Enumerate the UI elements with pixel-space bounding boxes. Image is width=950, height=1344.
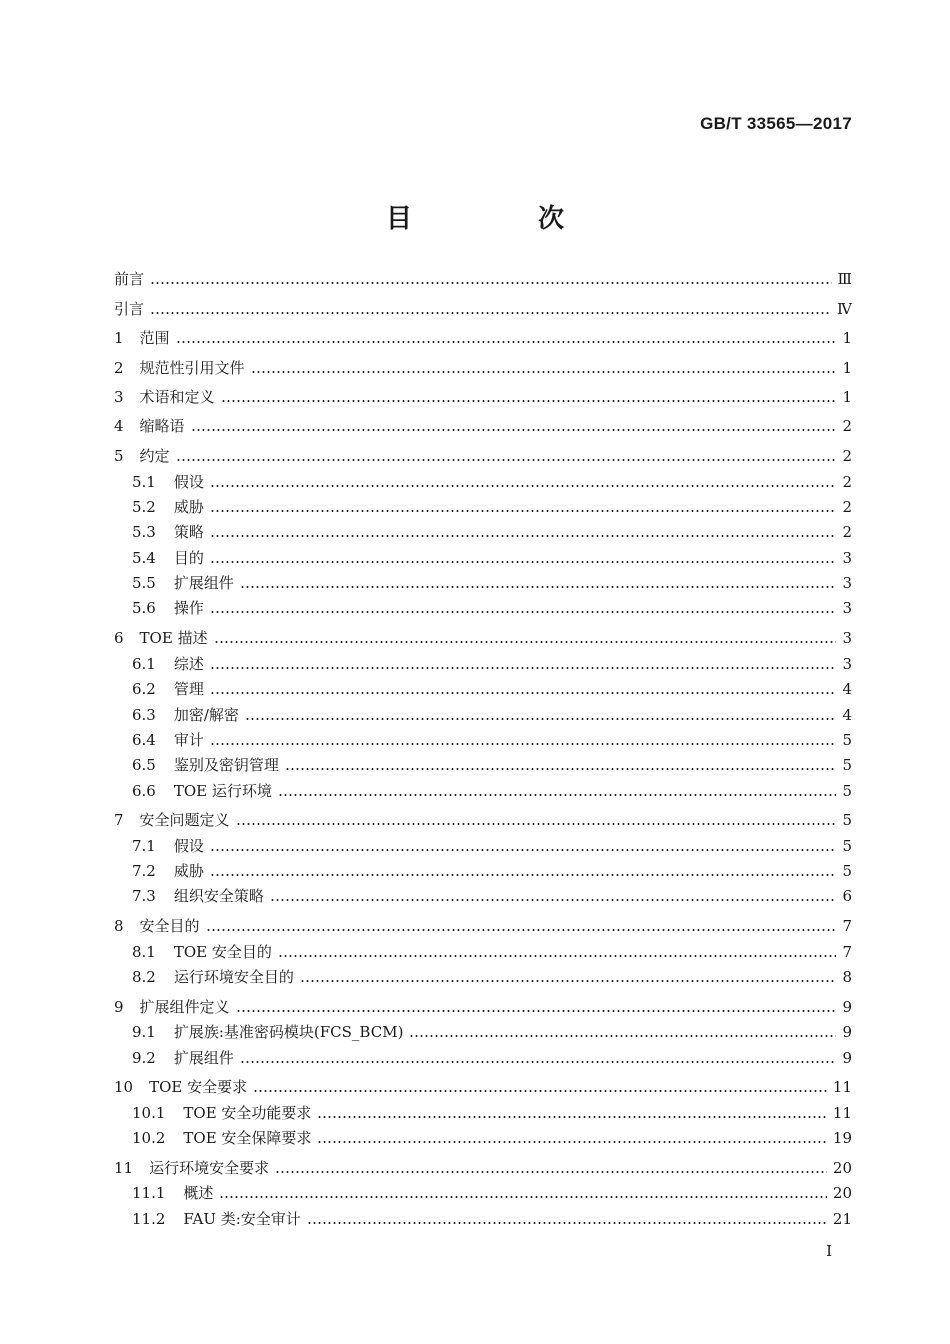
toc-entry[interactable] [114, 470, 852, 494]
dot-leader [245, 718, 836, 720]
dot-leader [278, 794, 836, 796]
toc-entry[interactable] [114, 940, 852, 964]
dot-leader [210, 611, 836, 613]
toc-entry[interactable] [114, 808, 852, 832]
toc-entry-page: 3 [842, 549, 852, 567]
toc-entry[interactable] [114, 859, 852, 883]
dot-leader [317, 1141, 826, 1143]
toc-entry-number: 7.3 [132, 887, 156, 905]
toc-entry-number: 10.2 [132, 1129, 166, 1147]
toc-entry-page: Ⅳ [837, 300, 852, 318]
toc-entry[interactable] [114, 385, 852, 409]
toc-entry[interactable] [114, 652, 852, 676]
toc-entry-page: 2 [842, 417, 852, 435]
toc-entry[interactable] [114, 1075, 852, 1099]
toc-entry-title: 鉴别及密钥管理 [173, 756, 279, 774]
toc-entry-page: 3 [842, 655, 852, 673]
toc-entry[interactable] [114, 914, 852, 938]
toc-entry-title: 前言 [114, 270, 145, 288]
toc-entry-page: 2 [842, 523, 852, 541]
dot-leader [236, 1010, 836, 1012]
toc-entry[interactable] [114, 626, 852, 650]
toc-entry-page: 11 [832, 1078, 852, 1096]
toc-entry-number: 7 [114, 811, 124, 829]
toc-entry[interactable] [114, 1126, 852, 1150]
toc-entry[interactable] [114, 1156, 852, 1180]
dot-leader [150, 312, 831, 314]
toc-entry-page: 2 [842, 473, 852, 491]
toc-entry-number: 1 [114, 329, 124, 347]
toc-entry-number: 6.1 [132, 655, 156, 673]
toc-entry-title: 假设 [173, 473, 204, 491]
toc-entry-title: 威胁 [173, 498, 204, 516]
dot-leader [150, 282, 832, 284]
dot-leader [275, 1171, 827, 1173]
dot-leader [317, 1116, 826, 1118]
toc-entry-number: 11.1 [132, 1184, 166, 1202]
dot-leader [240, 586, 836, 588]
dot-leader [307, 1222, 827, 1224]
toc-entry-page: Ⅲ [837, 270, 852, 288]
toc-entry-number: 5.2 [132, 498, 156, 516]
toc-entry-page: 7 [842, 943, 852, 961]
dot-leader [221, 400, 836, 402]
toc-entry-number: 11.2 [132, 1210, 166, 1228]
toc-entry-number: 6.3 [132, 706, 156, 724]
toc-entry-page: 3 [842, 629, 852, 647]
dot-leader [210, 849, 836, 851]
toc-entry-number: 7.1 [132, 837, 156, 855]
toc-entry[interactable] [114, 779, 852, 803]
toc-entry-number: 10.1 [132, 1104, 166, 1122]
toc-entry-number: 8 [114, 917, 124, 935]
toc-entry-title: 加密/解密 [173, 706, 239, 724]
toc-entry-title: TOE 运行环境 [173, 782, 272, 800]
toc-entry[interactable] [114, 444, 852, 468]
toc-entry-number: 8.1 [132, 943, 156, 961]
toc-entry-title: 扩展组件 [173, 1049, 234, 1067]
toc-entry-page: 4 [842, 680, 852, 698]
dot-leader [236, 823, 836, 825]
toc-entry-number: 9.1 [132, 1023, 156, 1041]
toc-entry-title: 运行环境安全目的 [173, 968, 294, 986]
toc-entry-page: 8 [842, 968, 852, 986]
toc-entry-number: 4 [114, 417, 124, 435]
toc-entry-title: 策略 [173, 523, 204, 541]
toc-entry-title: 概述 [183, 1184, 214, 1202]
toc-entry[interactable] [114, 677, 852, 701]
dot-leader [409, 1035, 836, 1037]
toc-entry-number: 6.6 [132, 782, 156, 800]
toc-entry-title: 扩展族:基准密码模块(FCS_BCM) [173, 1023, 404, 1041]
toc-entry-page: 5 [842, 837, 852, 855]
toc-entry-number: 5.4 [132, 549, 156, 567]
dot-leader [210, 692, 836, 694]
toc-entry-title: 操作 [173, 599, 204, 617]
dot-leader [210, 874, 836, 876]
toc-entry-page: 5 [842, 756, 852, 774]
toc-entry-number: 5.6 [132, 599, 156, 617]
toc-entry-page: 19 [832, 1129, 852, 1147]
toc-entry-number: 5.3 [132, 523, 156, 541]
toc-entry[interactable] [114, 326, 852, 350]
toc-entry-title: 术语和定义 [139, 388, 215, 406]
dot-leader [240, 1061, 836, 1063]
toc-entry[interactable] [114, 884, 852, 908]
dot-leader [210, 561, 836, 563]
dot-leader [251, 371, 836, 373]
toc-entry-title: 扩展组件定义 [139, 998, 230, 1016]
toc-entry-page: 5 [842, 862, 852, 880]
toc-entry[interactable] [114, 703, 852, 727]
toc-entry-number: 11 [114, 1159, 134, 1177]
toc-entry-title: 安全目的 [139, 917, 200, 935]
toc-entry-page: 9 [842, 1049, 852, 1067]
toc-entry-title: 范围 [139, 329, 170, 347]
standard-code: GB/T 33565—2017 [700, 114, 852, 133]
toc-entry-page: 2 [842, 498, 852, 516]
toc-entry[interactable] [114, 1101, 852, 1125]
toc-entry-title: 审计 [173, 731, 204, 749]
toc-entry-title: 威胁 [173, 862, 204, 880]
toc-entry-number: 2 [114, 359, 124, 377]
toc-entry[interactable] [114, 356, 852, 380]
dot-leader [210, 535, 836, 537]
dot-leader [176, 341, 836, 343]
dot-leader [210, 485, 836, 487]
toc-entry-title: 规范性引用文件 [139, 359, 245, 377]
toc-entry-number: 6 [114, 629, 124, 647]
dot-leader [206, 929, 836, 931]
toc-entry[interactable] [114, 297, 852, 321]
toc-entry-title: 约定 [139, 447, 170, 465]
toc-entry-page: 20 [832, 1184, 852, 1202]
dot-leader [214, 641, 836, 643]
toc-entry-title: 安全问题定义 [139, 811, 230, 829]
dot-leader [253, 1090, 827, 1092]
toc-entry-number: 3 [114, 388, 124, 406]
toc-entry-page: 4 [842, 706, 852, 724]
toc-entry-title: 组织安全策略 [173, 887, 264, 905]
toc-entry-title: TOE 描述 [139, 629, 208, 647]
dot-leader [285, 768, 836, 770]
toc-entry-number: 5 [114, 447, 124, 465]
toc-entry-page: 9 [842, 1023, 852, 1041]
toc-entry-title: TOE 安全要求 [149, 1078, 248, 1096]
toc-entry-number: 10 [114, 1078, 134, 1096]
dot-leader [210, 510, 836, 512]
toc-entry-title: TOE 安全功能要求 [183, 1104, 312, 1122]
toc-entry-title: 综述 [173, 655, 204, 673]
toc-entry[interactable] [114, 1207, 852, 1231]
dot-leader [210, 667, 836, 669]
toc-entry-page: 9 [842, 998, 852, 1016]
toc-entry-number: 6.4 [132, 731, 156, 749]
dot-leader [270, 899, 836, 901]
toc-entry-number: 5.5 [132, 574, 156, 592]
toc-entry[interactable] [114, 596, 852, 620]
toc-entry[interactable] [114, 834, 852, 858]
toc-entry-title: 目的 [173, 549, 204, 567]
toc-entry-page: 7 [842, 917, 852, 935]
toc-entry-page: 1 [842, 359, 852, 377]
dot-leader [176, 459, 836, 461]
toc-entry-page: 21 [832, 1210, 852, 1228]
toc-entry-number: 8.2 [132, 968, 156, 986]
toc-entry-page: 2 [842, 447, 852, 465]
toc-entry[interactable] [114, 267, 852, 291]
dot-leader [191, 429, 836, 431]
toc-entry-title: 管理 [173, 680, 204, 698]
toc-entry-page: 5 [842, 782, 852, 800]
toc-entry[interactable] [114, 1020, 852, 1044]
toc-entry-title: 缩略语 [139, 417, 185, 435]
toc-entry-title: 扩展组件 [173, 574, 234, 592]
toc-entry[interactable] [114, 571, 852, 595]
toc-entry-number: 7.2 [132, 862, 156, 880]
dot-leader [300, 980, 836, 982]
toc-entry[interactable] [114, 753, 852, 777]
toc-entry-title: 引言 [114, 300, 145, 318]
toc-entry-title: TOE 安全保障要求 [183, 1129, 312, 1147]
dot-leader [278, 955, 836, 957]
toc-entry-page: 3 [842, 599, 852, 617]
footer-page-number: I [826, 1242, 832, 1260]
dot-leader [210, 743, 836, 745]
toc-entry-page: 5 [842, 731, 852, 749]
toc-entry[interactable] [114, 1181, 852, 1205]
toc-entry[interactable] [114, 414, 852, 438]
toc-entry-page: 3 [842, 574, 852, 592]
toc-entry[interactable] [114, 728, 852, 752]
toc-entry-page: 1 [842, 329, 852, 347]
toc-entry-page: 5 [842, 811, 852, 829]
toc-entry-number: 5.1 [132, 473, 156, 491]
toc-entry[interactable] [114, 546, 852, 570]
toc-entry[interactable] [114, 965, 852, 989]
toc-entry-title: 假设 [173, 837, 204, 855]
toc-entry[interactable] [114, 495, 852, 519]
toc-entry-title: 运行环境安全要求 [149, 1159, 270, 1177]
toc-entry-number: 6.5 [132, 756, 156, 774]
toc-entry[interactable] [114, 520, 852, 544]
toc-entry-page: 11 [832, 1104, 852, 1122]
toc-entry-page: 6 [842, 887, 852, 905]
toc-entry-number: 6.2 [132, 680, 156, 698]
toc-entry-title: FAU 类:安全审计 [183, 1210, 301, 1228]
toc-entry-page: 20 [832, 1159, 852, 1177]
toc-entry-title: TOE 安全目的 [173, 943, 272, 961]
dot-leader [219, 1196, 826, 1198]
page-title: 目 次 [385, 204, 614, 234]
toc-entry[interactable] [114, 1046, 852, 1070]
toc-entry-number: 9 [114, 998, 124, 1016]
toc-entry-number: 9.2 [132, 1049, 156, 1067]
toc-entry[interactable] [114, 995, 852, 1019]
toc-entry-page: 1 [842, 388, 852, 406]
